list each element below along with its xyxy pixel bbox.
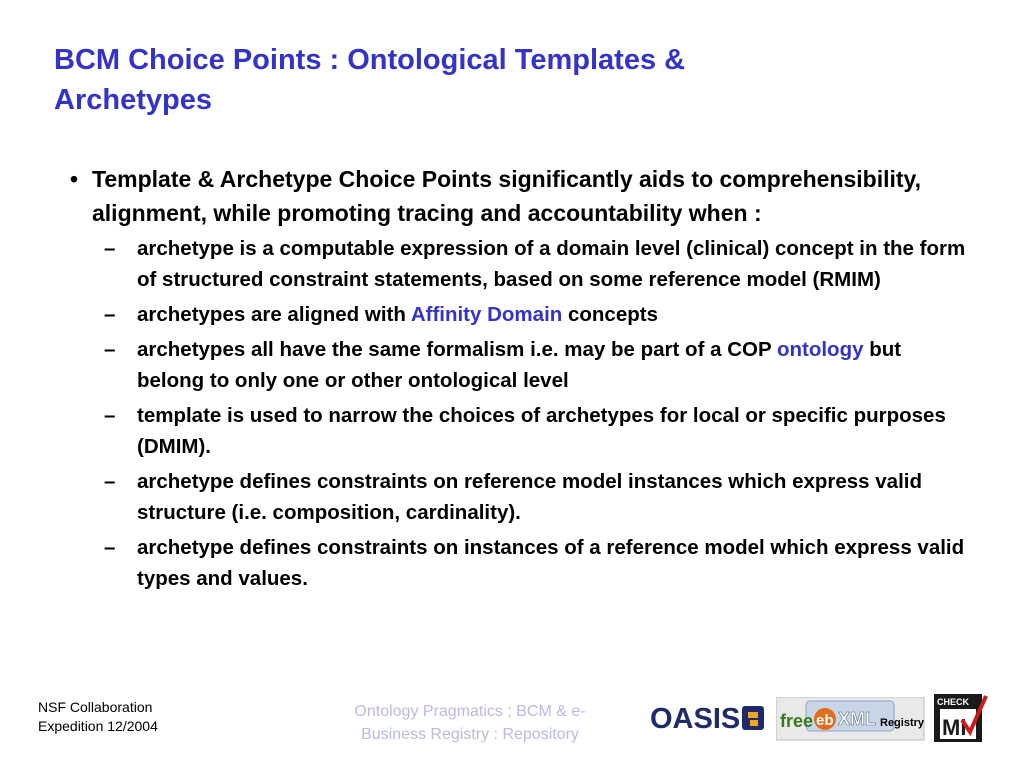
sub-bullet <box>70 532 970 594</box>
sub-bullet <box>70 334 970 396</box>
sub-bullet-text-post: but belong to only one or other ontological level <box>137 338 902 392</box>
sub-bullet-text-post: concepts <box>562 303 658 326</box>
sub-bullet <box>70 233 970 295</box>
sub-bullet <box>70 299 970 330</box>
oasis-logo-graphic <box>648 700 768 736</box>
title-line-1: BCM Choice Points : Ontological Templates & <box>54 44 686 76</box>
sub-bullet-text-pre: archetypes are aligned with <box>137 303 411 326</box>
freebxml-xml-text: XML <box>838 709 876 729</box>
sub-bullet-text: archetype is a computable expression of a domain level (clinical) concept in the form of structured constraint statements, based on some reference model (RMIM) <box>137 237 966 291</box>
sub-bullet-list <box>70 233 970 594</box>
sub-bullet-text: template is used to narrow the choices of archetypes for local or specific purposes (DMIM). <box>137 404 946 458</box>
footer-left-line-1: NSF Collaboration <box>38 699 153 715</box>
sub-bullet-text: archetype defines constraints on reference model instances which express valid structure (i.e. composition, cardinality). <box>137 470 922 524</box>
ontology-highlight: ontology <box>776 338 864 361</box>
slide-title <box>54 40 954 120</box>
footer-left-line-2: Expedition 12/2004 <box>38 718 158 734</box>
bullet-marker: • <box>70 166 79 192</box>
dash-marker: – <box>104 237 116 260</box>
main-bullet <box>70 162 970 230</box>
footer-center-line-1: Ontology Pragmatics ; BCM & e- <box>354 703 586 720</box>
oasis-logo-text: OASIS <box>650 703 741 735</box>
freebxml-free-text: free <box>780 711 814 731</box>
freebxml-logo <box>776 697 926 741</box>
sub-bullet <box>70 466 970 528</box>
title-line-2: Archetypes <box>54 84 212 116</box>
registry-text: Registry <box>880 717 925 729</box>
dash-marker: – <box>104 536 116 559</box>
freebxml-logo-graphic <box>776 697 926 741</box>
footer-left <box>38 698 158 736</box>
sub-bullet-text-pre: archetypes all have the same formalism i.e. may be part of a COP <box>137 338 777 361</box>
affinity-domain-highlight: Affinity Domain <box>410 303 563 326</box>
dash-marker: – <box>104 338 116 361</box>
sub-bullet <box>70 400 970 462</box>
check-mi-text: Mi <box>942 715 967 740</box>
oasis-logo <box>648 700 768 736</box>
dash-marker: – <box>104 470 116 493</box>
main-bullet-text: Template & Archetype Choice Points significantly aids to comprehensibility, alignment, while promoting tracing and accountability when : <box>92 166 922 226</box>
check-logo-text: CHECK <box>937 697 970 707</box>
dash-marker: – <box>104 303 116 326</box>
slide-body <box>70 162 970 598</box>
footer-center <box>316 700 624 746</box>
freebxml-eb-text: eb <box>816 712 834 729</box>
dash-marker: – <box>104 404 116 427</box>
check-mi-logo <box>932 692 988 744</box>
sub-bullet-text: archetype defines constraints on instances of a reference model which express valid types and values. <box>137 536 965 590</box>
check-mi-logo-graphic <box>932 692 988 744</box>
footer-center-line-2: Business Registry : Repository <box>361 726 579 743</box>
